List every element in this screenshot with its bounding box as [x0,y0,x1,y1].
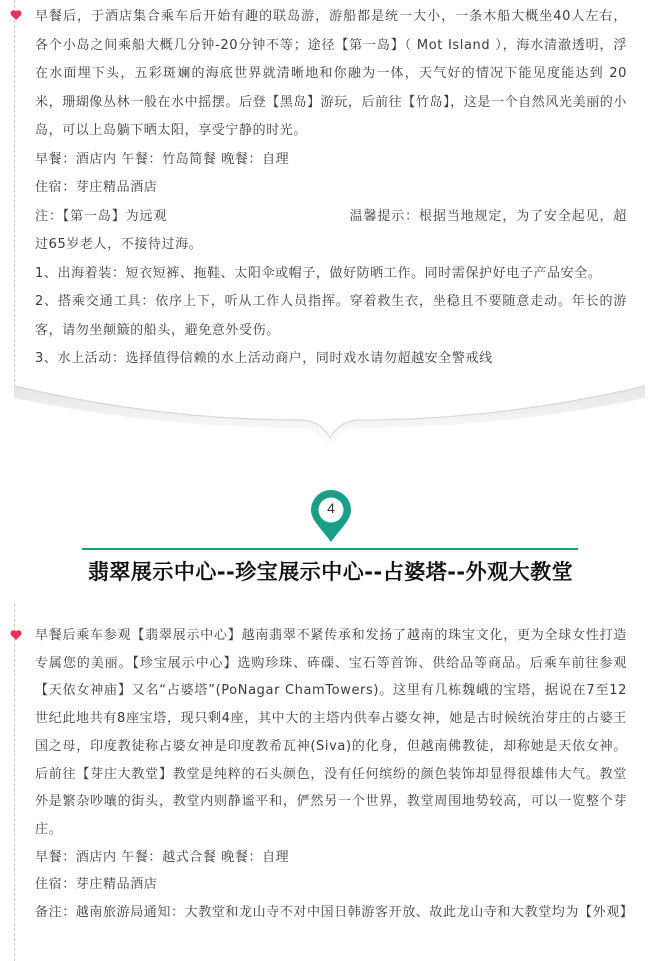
day3-hotel: 住宿：芽庄精品酒店 [35,180,158,195]
tip-item: 2、搭乘交通工具：依序上下，听从工作人员指挥。穿着救生衣，坐稳且不要随意走动。年长的游客，请勿坐颠簸的船头，避免意外受伤。 [35,294,627,338]
day3-description [35,3,627,374]
day4-description [35,622,634,927]
day4-meals: 早餐：酒店内 午餐：越式合餐 晚餐：自理 [35,849,290,865]
day3-paragraph: 早餐后，于酒店集合乘车后开始有趣的联岛游，游船都是统一大小，一条木船大概坐40人左右， 各个小岛之间乘船大概几分钟-20分钟不等；途径【第一岛】（ Mot Island ），海水清澈透明，浮在水面埋下头，五彩斑斓的海底世界就清晰地和你融为一体，天气好的情况下能见度能达到 20 米，珊瑚像丛林一般在水中摇摆。后登【黑岛】游玩，后前往【竹岛】，这是一个自然风光美丽的小岛，可以上岛躺下晒太阳，享受宁静的时光。 [35,9,627,138]
title-underline [82,548,578,550]
wave-divider [0,380,661,460]
day4-title: 翡翠展示中心--珍宝展示中心--占婆塔--外观大教堂 [87,560,574,584]
location-pin-icon [307,488,355,544]
heart-icon [10,9,22,21]
day3-meals: 早餐：酒店内 午餐：竹岛简餐 晚餐：自理 [35,151,290,167]
note-left: 注：【第一岛】为远观 [35,208,168,224]
day4-remark: 备注：越南旅游局通知：大教堂和龙山寺不对中国日韩游客开放、故此龙山寺和大教堂均为【外观】 [35,905,634,921]
note-right: 温馨提示：根据当地规定，为了安全起见，超过65岁老人，不接待过海。 [35,208,627,252]
day3-note [35,203,627,260]
tip-item: 3、水上活动：选择值得信赖的水上活动商户，同时戏水请勿超越安全警戒线 [35,351,493,366]
day4-paragraph: 早餐后乘车参观【翡翠展示中心】越南翡翠不紧传承和发扬了越南的珠宝文化，更为全球女性打造专属您的美丽。【珍宝展示中心】选购珍珠、砗磲、宝石等首饰、供给品等商品。后乘车前往参观【天依女神庙】又名“占婆塔”(PoNagar ChamTowers)。这里有几栋魏峨的宝塔，据说在7至12世纪此地共有8座宝塔，现只剩4座，其中大的主塔内供奉占婆女神，她是古时候统治芽庄的占婆王国之母，印度教徒称占婆女神是印度教希瓦神(Siva)的化身，但越南佛教徒，却称她是天依女神。后前往【芽庄大教堂】教堂是纯粹的石头颜色，没有任何缤纷的颜色装饰却显得很雄伟大气。教堂外是繁杂吵嚷的街头，教堂内则静谧平和，俨然另一个世界，教堂周围地势较高，可以一览整个芽庄。 [35,628,627,837]
heart-icon [10,629,22,641]
day-number-badge [307,488,355,544]
day4-hotel: 住宿：芽庄精品酒店 [35,877,158,893]
day-number: 4 [327,500,335,516]
tip-item: 1、出海着装：短衣短裤、拖鞋、太阳伞或帽子，做好防晒工作。同时需保护好电子产品安全。 [35,265,602,281]
